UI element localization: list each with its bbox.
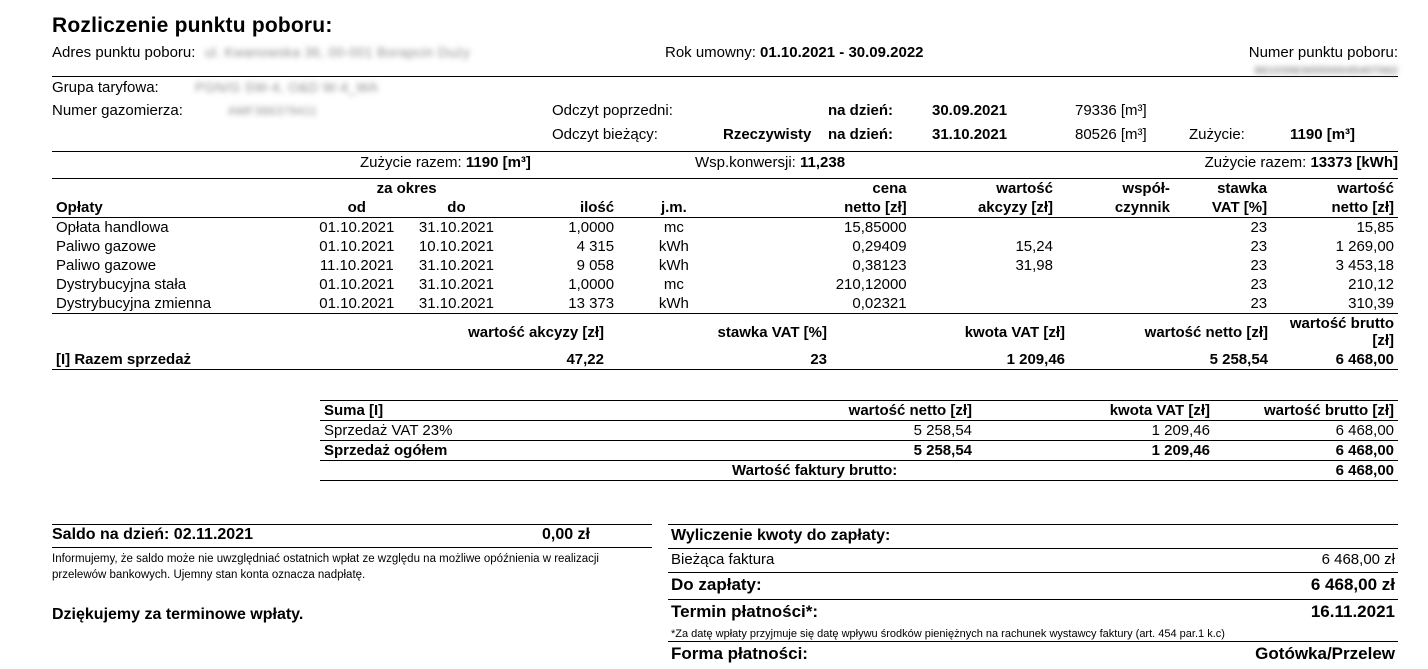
divider-readings bbox=[52, 151, 1398, 152]
cell-fee: Dystrybucyjna stała bbox=[56, 276, 187, 293]
cell-vat-rate: 23 bbox=[1250, 257, 1268, 274]
conversion-label: Wsp.konwersji: bbox=[695, 154, 796, 171]
header-excise-sub: akcyzy [zł] bbox=[977, 199, 1053, 216]
current-reading-value: 80526 [m³] bbox=[1075, 126, 1147, 143]
payment-form-value: Gotówka/Przelew bbox=[1255, 644, 1395, 663]
current-reading-type: Rzeczywisty bbox=[723, 126, 812, 143]
invoice-total-value: 6 468,00 bbox=[1214, 461, 1398, 481]
summary-total-label: Sprzedaż ogółem bbox=[320, 441, 708, 461]
cell-unit: mc bbox=[663, 276, 684, 293]
balance-note: Informujemy, że saldo może nie uwzględniać ostatnich wpłat ze względu na możliwe opóźnienia w realizacji przelewów bankowych. Ujemny stan konta oznacza nadpłatę. bbox=[52, 553, 599, 581]
address-and-year-row bbox=[0, 44, 1428, 77]
total-kwh bbox=[1205, 154, 1398, 171]
cell-excise bbox=[911, 275, 1057, 294]
summary-row-vat23 bbox=[320, 421, 1398, 441]
summary-header-title: Suma [I] bbox=[320, 401, 708, 421]
cell-to: 31.10.2021 bbox=[418, 219, 494, 236]
payment-calculation-heading-row bbox=[668, 524, 1398, 549]
charges-table-head bbox=[52, 179, 1398, 218]
header-from: od bbox=[347, 199, 366, 216]
divider-top bbox=[52, 76, 1398, 77]
cell-price: 0,38123 bbox=[852, 257, 907, 274]
summary-header-net: wartość netto [zł] bbox=[708, 401, 976, 421]
to-pay-value: 6 468,00 zł bbox=[1310, 575, 1395, 594]
tariff-group-value: PGN/G SW-4, O&D W-4_WA bbox=[195, 80, 379, 95]
meter-value: AMF386379411 bbox=[228, 104, 318, 118]
total-kwh-label: Zużycie razem: bbox=[1204, 154, 1307, 171]
total-m3-value: 1190 [m³] bbox=[465, 154, 531, 171]
summary-vat: 1 209,46 bbox=[976, 421, 1214, 441]
summary-header-vat: kwota VAT [zł] bbox=[976, 401, 1214, 421]
to-pay-row bbox=[668, 573, 1398, 600]
cell-factor bbox=[1057, 275, 1174, 294]
header-price: cena bbox=[872, 180, 907, 197]
header-quantity: ilość bbox=[579, 199, 615, 216]
current-reading-date: 31.10.2021 bbox=[932, 126, 1008, 143]
cell-price: 0,29409 bbox=[852, 238, 907, 255]
table-row bbox=[52, 275, 1398, 294]
cell-net: 3 453,18 bbox=[1335, 257, 1394, 274]
contract-year-value: 01.10.2021 - 30.09.2022 bbox=[760, 44, 924, 61]
header-price-sub: netto [zł] bbox=[844, 199, 907, 216]
total-m3 bbox=[360, 154, 531, 171]
cell-excise bbox=[911, 294, 1057, 313]
cell-from: 01.10.2021 bbox=[319, 276, 395, 293]
previous-reading-value: 79336 [m³] bbox=[1075, 102, 1147, 119]
cell-vat-rate: 23 bbox=[1250, 219, 1268, 236]
cell-to: 10.10.2021 bbox=[418, 238, 494, 255]
cell-quantity: 13 373 bbox=[568, 295, 615, 312]
cell-to: 31.10.2021 bbox=[418, 257, 494, 274]
summary-invoice-total-row bbox=[320, 461, 1398, 481]
table-row bbox=[52, 218, 1398, 238]
address-label: Adres punktu poboru: bbox=[52, 44, 196, 61]
totals-header-vat-amount: kwota VAT [zł] bbox=[964, 323, 1065, 341]
cell-quantity: 1,0000 bbox=[568, 219, 615, 236]
balance-row bbox=[52, 524, 652, 548]
cell-excise bbox=[911, 218, 1057, 238]
footer-left-column bbox=[52, 524, 652, 624]
header-unit: j.m. bbox=[660, 199, 687, 216]
cell-from: 01.10.2021 bbox=[319, 295, 395, 312]
cell-vat-rate: 23 bbox=[1250, 238, 1268, 255]
summary-total-net: 5 258,54 bbox=[708, 441, 976, 461]
to-pay-label: Do zapłaty: bbox=[671, 575, 762, 594]
totals-vat-rate: 23 bbox=[810, 351, 827, 368]
cell-net: 210,12 bbox=[1348, 276, 1394, 293]
charges-totals-value-row bbox=[52, 350, 1398, 370]
balance-label: Saldo na dzień: 02.11.2021 bbox=[52, 526, 253, 543]
payment-calculation-heading: Wyliczenie kwoty do zapłaty: bbox=[671, 527, 891, 544]
total-m3-label: Zużycie razem: bbox=[360, 154, 462, 171]
current-invoice-row bbox=[668, 549, 1398, 573]
summary-header-row bbox=[320, 401, 1398, 421]
due-date-label: Termin płatności*: bbox=[671, 602, 819, 621]
cell-vat-rate: 23 bbox=[1250, 295, 1268, 312]
cell-unit: mc bbox=[663, 219, 684, 236]
cell-fee: Paliwo gazowe bbox=[56, 238, 157, 255]
summary-net: 5 258,54 bbox=[708, 421, 976, 441]
cell-unit: kWh bbox=[658, 295, 689, 312]
current-invoice-label: Bieżąca faktura bbox=[671, 551, 775, 568]
payment-form-row bbox=[668, 641, 1398, 668]
summary-row-total bbox=[320, 441, 1398, 461]
totals-gross: 6 468,00 bbox=[1335, 351, 1394, 368]
summary-header-gross: wartość brutto [zł] bbox=[1214, 401, 1398, 421]
header-vat-rate-sub: VAT [%] bbox=[1211, 199, 1268, 216]
header-net-sub: netto [zł] bbox=[1331, 199, 1394, 216]
charges-table-body bbox=[52, 218, 1398, 314]
cell-from: 01.10.2021 bbox=[319, 219, 395, 236]
header-factor: współ- bbox=[1122, 180, 1170, 197]
cell-unit: kWh bbox=[658, 257, 689, 274]
cell-price: 15,85000 bbox=[844, 219, 907, 236]
total-kwh-value: 13373 [kWh] bbox=[1310, 154, 1398, 171]
tariff-group-row bbox=[0, 79, 1428, 102]
cell-price: 210,12000 bbox=[835, 276, 907, 293]
header-factor-sub: czynnik bbox=[1114, 199, 1170, 216]
totals-header-net: wartość netto [zł] bbox=[1144, 323, 1268, 341]
cell-excise: 15,24 bbox=[1015, 238, 1053, 255]
table-row bbox=[52, 237, 1398, 256]
summary-total-vat: 1 209,46 bbox=[976, 441, 1214, 461]
header-to: do bbox=[447, 199, 466, 216]
cell-from: 11.10.2021 bbox=[319, 257, 394, 274]
contract-year bbox=[665, 44, 924, 61]
thanks-message: Dziękujemy za terminowe wpłaty. bbox=[52, 605, 304, 623]
current-reading-date-label: na dzień: bbox=[828, 126, 894, 143]
summary-gross: 6 468,00 bbox=[1214, 421, 1398, 441]
summary-table bbox=[320, 400, 1398, 481]
cell-factor bbox=[1057, 237, 1174, 256]
header-period: za okres bbox=[376, 180, 437, 197]
totals-header-gross: wartość brutto [zł] bbox=[1289, 315, 1394, 349]
header-fees: Opłaty bbox=[56, 199, 103, 216]
charges-totals-header-row bbox=[52, 314, 1398, 351]
current-reading-row bbox=[0, 126, 1428, 150]
cell-net: 1 269,00 bbox=[1335, 238, 1394, 255]
conversion-factor bbox=[695, 154, 845, 171]
meter-and-previous-reading-row bbox=[0, 102, 1428, 126]
header-excise: wartość bbox=[996, 180, 1053, 197]
previous-reading-date-label: na dzień: bbox=[828, 102, 894, 119]
footer-right-column bbox=[668, 524, 1398, 668]
cell-factor bbox=[1057, 218, 1174, 238]
balance-value: 0,00 zł bbox=[541, 526, 590, 543]
consumption-value: 1190 [m³] bbox=[1290, 126, 1356, 143]
cell-net: 310,39 bbox=[1348, 295, 1394, 312]
due-date-value: 16.11.2021 bbox=[1310, 602, 1395, 621]
header-vat-rate: stawka bbox=[1217, 180, 1268, 197]
charges-header-row-1 bbox=[52, 179, 1398, 199]
table-row bbox=[52, 294, 1398, 313]
cell-quantity: 1,0000 bbox=[568, 276, 615, 293]
cell-to: 31.10.2021 bbox=[418, 276, 494, 293]
charges-totals-table bbox=[52, 313, 1398, 370]
cell-factor bbox=[1057, 294, 1174, 313]
cell-vat-rate: 23 bbox=[1250, 276, 1268, 293]
cell-quantity: 9 058 bbox=[576, 257, 615, 274]
totals-label: [I] Razem sprzedaż bbox=[56, 351, 192, 368]
totals-header-excise: wartość akcyzy [zł] bbox=[468, 323, 604, 341]
previous-reading-label: Odczyt poprzedni: bbox=[552, 102, 673, 119]
point-number-label: Numer punktu poboru: bbox=[1248, 44, 1398, 61]
totals-header-vat-rate: stawka VAT [%] bbox=[717, 323, 827, 341]
meter-label: Numer gazomierza: bbox=[52, 102, 183, 119]
payment-form-label: Forma płatności: bbox=[671, 644, 808, 663]
cell-price: 0,02321 bbox=[852, 295, 907, 312]
footer bbox=[0, 524, 1428, 669]
cell-factor bbox=[1057, 256, 1174, 275]
totals-consumption-row bbox=[0, 154, 1428, 178]
address-value: ul. Kwanowska 36, 00-001 Borapcin Duży bbox=[205, 45, 471, 60]
cell-quantity: 4 315 bbox=[576, 238, 615, 255]
invoice-total-label: Wartość faktury brutto: bbox=[708, 461, 1214, 481]
table-row bbox=[52, 256, 1398, 275]
cell-fee: Opłata handlowa bbox=[56, 219, 169, 236]
due-date-row bbox=[668, 600, 1398, 626]
summary-label: Sprzedaż VAT 23% bbox=[320, 421, 708, 441]
current-invoice-value: 6 468,00 zł bbox=[1321, 551, 1395, 568]
current-reading-label: Odczyt bieżący: bbox=[552, 126, 658, 143]
cell-unit: kWh bbox=[658, 238, 689, 255]
cell-fee: Dystrybucyjna zmienna bbox=[56, 295, 212, 312]
totals-excise: 47,22 bbox=[566, 351, 604, 368]
conversion-value: 11,238 bbox=[800, 154, 846, 171]
totals-vat-amount: 1 209,46 bbox=[1006, 351, 1065, 368]
consumption-label: Zużycie: bbox=[1189, 126, 1245, 143]
point-number-value: 8610396365500045407062 bbox=[1254, 65, 1398, 77]
charges-table bbox=[52, 178, 1398, 313]
tariff-group-label: Grupa taryfowa: bbox=[52, 79, 159, 96]
cell-excise: 31,98 bbox=[1015, 257, 1053, 274]
totals-net: 5 258,54 bbox=[1209, 351, 1268, 368]
header-net: wartość bbox=[1337, 180, 1394, 197]
totals-header-spacer bbox=[52, 314, 310, 351]
cell-fee: Paliwo gazowe bbox=[56, 257, 157, 274]
cell-net: 15,85 bbox=[1356, 219, 1394, 236]
previous-reading-date: 30.09.2021 bbox=[932, 102, 1008, 119]
cell-to: 31.10.2021 bbox=[418, 295, 494, 312]
invoice-total-spacer bbox=[320, 461, 708, 481]
contract-year-label: Rok umowny: bbox=[665, 44, 756, 61]
page-title: Rozliczenie punktu poboru: bbox=[52, 14, 333, 37]
cell-from: 01.10.2021 bbox=[319, 238, 395, 255]
summary-total-gross: 6 468,00 bbox=[1214, 441, 1398, 461]
payment-date-footnote: *Za datę wpłaty przyjmuje się datę wpływu środków pieniężnych na rachunek wystawcy faktury (art. 454 par.1 k.c) bbox=[671, 628, 1225, 640]
